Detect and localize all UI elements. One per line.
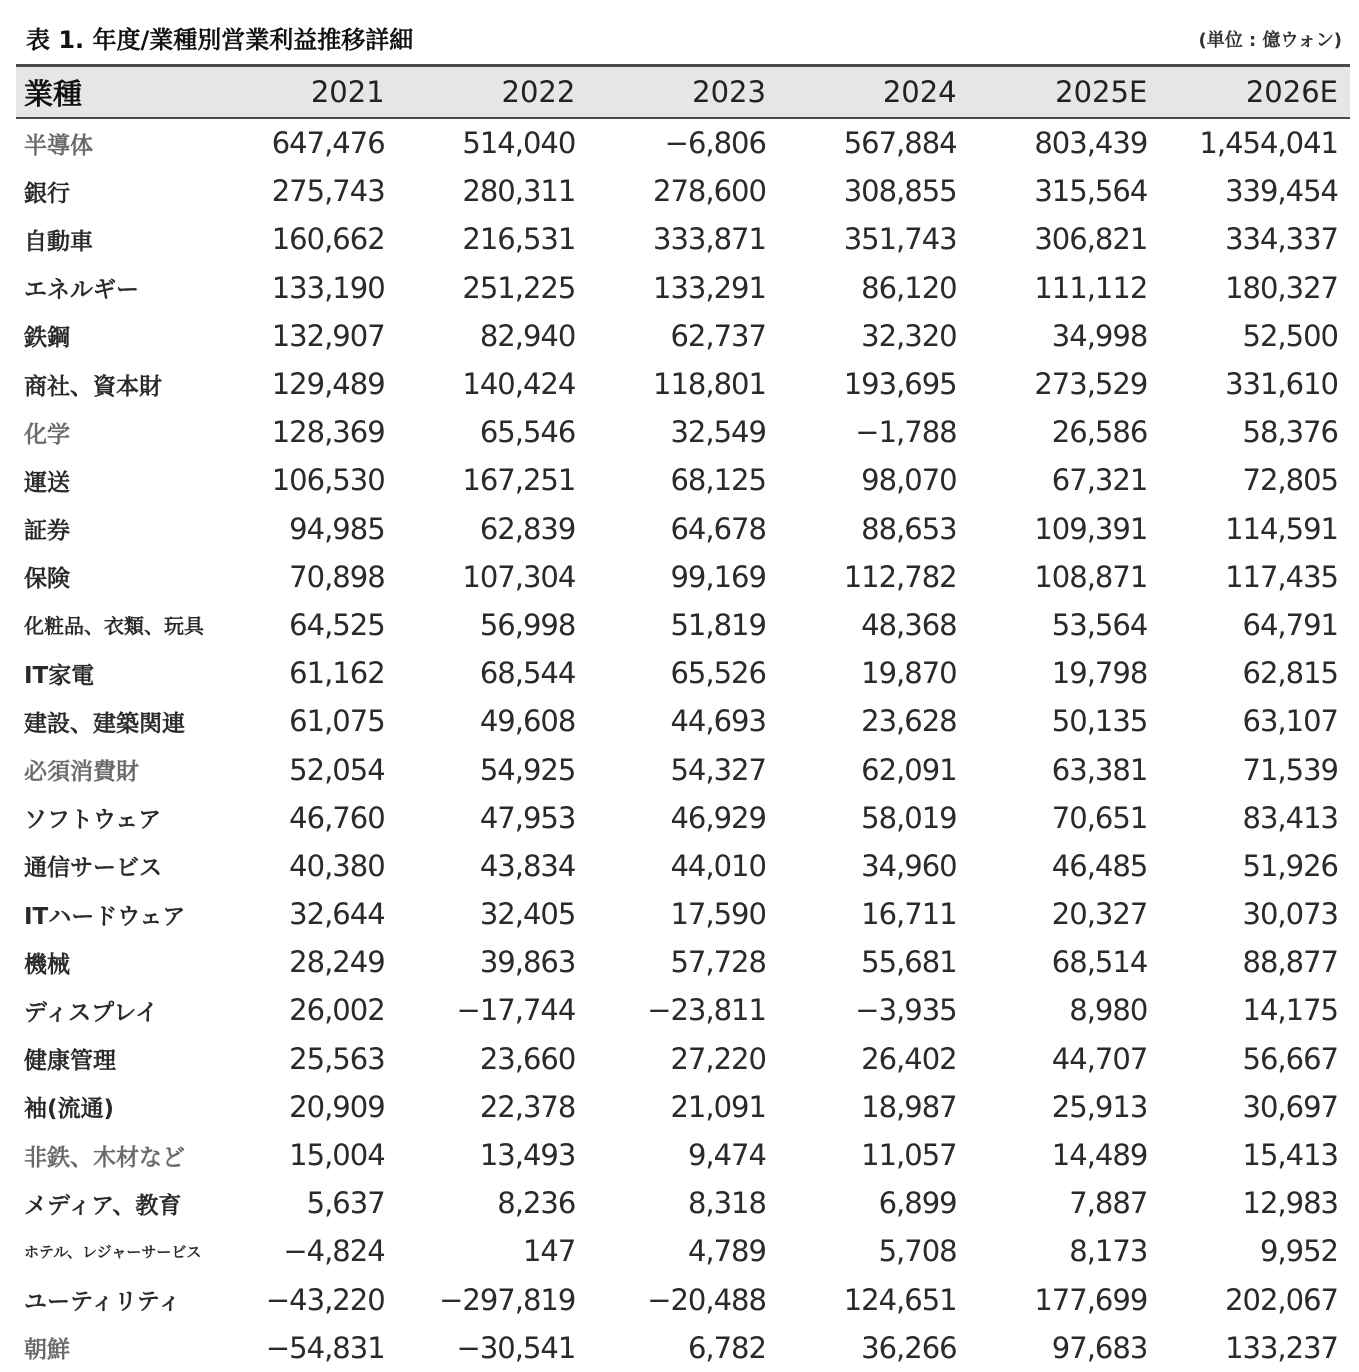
industry-cell: 鉄鋼 (24, 325, 70, 352)
industry-cell: 袖(流通) (24, 1096, 115, 1123)
value-2021: 647,476 (271, 126, 385, 161)
industry-cell: 半導体 (24, 132, 93, 159)
value-2025e: 7,887 (1069, 1186, 1148, 1221)
value-2021: 70,898 (289, 559, 385, 594)
value-2022: 47,953 (479, 800, 576, 835)
value-2026e: 63,107 (1242, 704, 1338, 739)
header-industry: 業種 (16, 66, 206, 119)
table-row (16, 697, 1350, 745)
value-2026e: 331,610 (1225, 367, 1338, 402)
industry-cell: 朝鮮 (24, 1337, 70, 1364)
value-2021: 133,190 (271, 270, 385, 305)
value-2026e: 12,983 (1242, 1186, 1338, 1221)
value-2022: 49,608 (479, 704, 576, 739)
industry-cell: 銀行 (24, 180, 70, 207)
value-2024: 62,091 (861, 752, 957, 787)
industry-cell: 自動車 (24, 228, 93, 255)
table-caption (16, 14, 1350, 58)
value-2021: 20,909 (289, 1089, 385, 1124)
value-2026e: 83,413 (1242, 800, 1338, 835)
value-2026e: 52,500 (1242, 318, 1338, 353)
header-2021: 2021 (206, 66, 397, 119)
value-2022: 62,839 (479, 511, 576, 546)
value-2021: −54,831 (265, 1330, 385, 1365)
table-row (16, 264, 1350, 312)
value-2024: 112,782 (843, 559, 957, 594)
value-2026e: 56,667 (1242, 1041, 1338, 1076)
industry-cell: 化学 (24, 421, 70, 448)
value-2021: 40,380 (289, 848, 385, 883)
table-row (16, 649, 1350, 697)
value-2021: 128,369 (271, 415, 385, 450)
table-row (16, 1179, 1350, 1227)
table-body (16, 118, 1350, 1372)
value-2021: 52,054 (289, 752, 385, 787)
value-2021: 28,249 (289, 945, 385, 980)
value-2024: 124,651 (843, 1282, 957, 1317)
industry-cell: 必須消費財 (24, 759, 139, 786)
value-2025e: 63,381 (1051, 752, 1148, 787)
value-2022: 39,863 (479, 945, 576, 980)
value-2021: 5,637 (306, 1186, 385, 1221)
value-2026e: 339,454 (1225, 174, 1338, 209)
value-2021: 160,662 (271, 222, 385, 257)
value-2026e: 88,877 (1242, 945, 1338, 980)
value-2024: −3,935 (855, 993, 957, 1028)
table-row (16, 794, 1350, 842)
value-2024: −1,788 (855, 415, 957, 450)
value-2022: 56,998 (479, 607, 576, 642)
table-row (16, 1035, 1350, 1083)
industry-cell: IT家電 (24, 662, 95, 689)
table-row (16, 986, 1350, 1034)
table-row (16, 456, 1350, 504)
value-2024: 26,402 (861, 1041, 957, 1076)
value-2026e: 62,815 (1242, 656, 1338, 691)
value-2026e: 51,926 (1242, 848, 1338, 883)
value-2024: 308,855 (843, 174, 957, 209)
value-2024: 5,708 (878, 1234, 957, 1269)
header-2026e: 2026E (1159, 66, 1350, 119)
value-2021: −43,220 (265, 1282, 385, 1317)
table-row (16, 505, 1350, 553)
table-row (16, 890, 1350, 938)
table-header (16, 66, 1350, 119)
value-2025e: 177,699 (1034, 1282, 1148, 1317)
industry-cell: 保険 (24, 566, 70, 593)
value-2026e: 30,073 (1242, 897, 1338, 932)
value-2024: 58,019 (861, 800, 957, 835)
value-2025e: 67,321 (1051, 463, 1148, 498)
industry-cell: 非鉄、木材など (24, 1144, 185, 1171)
table-row (16, 601, 1350, 649)
industry-cell: 建設、建築関連 (24, 710, 185, 737)
value-2025e: 70,651 (1051, 800, 1148, 835)
table-title: 表 1. 年度/業種別営業利益推移詳細 (26, 26, 414, 54)
table-row (16, 215, 1350, 263)
value-2023: −23,811 (647, 993, 766, 1028)
value-2026e: 9,952 (1259, 1234, 1338, 1269)
value-2024: 55,681 (861, 945, 957, 980)
value-2024: 88,653 (861, 511, 957, 546)
table-row (16, 312, 1350, 360)
value-2022: 23,660 (479, 1041, 576, 1076)
table-row (16, 553, 1350, 601)
value-2022: 65,546 (479, 415, 576, 450)
value-2025e: 34,998 (1051, 318, 1148, 353)
value-2021: 26,002 (289, 993, 385, 1028)
value-2025e: 306,821 (1034, 222, 1148, 257)
value-2024: 567,884 (843, 126, 957, 161)
value-2024: 32,320 (861, 318, 957, 353)
value-2026e: 334,337 (1225, 222, 1338, 257)
value-2022: 22,378 (479, 1089, 576, 1124)
value-2024: 6,899 (878, 1186, 957, 1221)
value-2021: −4,824 (283, 1234, 385, 1269)
industry-cell: 化粧品、衣類、玩具 (24, 614, 204, 639)
value-2022: 13,493 (479, 1138, 576, 1173)
value-2026e: 133,237 (1225, 1330, 1338, 1365)
value-2023: 64,678 (670, 511, 766, 546)
value-2021: 64,525 (289, 607, 385, 642)
value-2026e: 180,327 (1225, 270, 1338, 305)
value-2022: 54,925 (479, 752, 576, 787)
value-2024: 19,870 (861, 656, 957, 691)
value-2022: 68,544 (479, 656, 576, 691)
value-2022: −30,541 (456, 1330, 576, 1365)
value-2024: 34,960 (861, 848, 957, 883)
header-2022: 2022 (397, 66, 588, 119)
value-2021: 46,760 (289, 800, 385, 835)
value-2023: −6,806 (664, 126, 766, 161)
value-2023: 46,929 (670, 800, 766, 835)
industry-cell: 機械 (24, 951, 70, 978)
value-2026e: 114,591 (1225, 511, 1338, 546)
value-2023: 333,871 (653, 222, 766, 257)
industry-cell: ディスプレイ (24, 999, 159, 1026)
header-2025e: 2025E (969, 66, 1160, 119)
value-2023: 133,291 (653, 270, 766, 305)
header-row (16, 66, 1350, 119)
value-2026e: 71,539 (1242, 752, 1338, 787)
value-2025e: 8,173 (1069, 1234, 1148, 1269)
table-row (16, 408, 1350, 456)
value-2025e: 111,112 (1034, 270, 1148, 305)
value-2026e: 202,067 (1225, 1282, 1338, 1317)
value-2021: 15,004 (289, 1138, 385, 1173)
table-row (16, 360, 1350, 408)
value-2022: 140,424 (462, 367, 576, 402)
header-2023: 2023 (587, 66, 778, 119)
table-row (16, 118, 1350, 167)
value-2024: 36,266 (861, 1330, 957, 1365)
industry-cell: 運送 (24, 469, 70, 496)
value-2025e: 8,980 (1069, 993, 1148, 1028)
value-2024: 16,711 (861, 897, 957, 932)
table-row (16, 1131, 1350, 1179)
value-2026e: 1,454,041 (1199, 126, 1338, 161)
value-2023: 4,789 (687, 1234, 766, 1269)
table-row (16, 842, 1350, 890)
value-2023: 65,526 (670, 656, 766, 691)
value-2021: 61,162 (289, 656, 385, 691)
industry-cell: ソフトウェア (24, 807, 162, 834)
industry-cell: 商社、資本財 (24, 373, 162, 400)
value-2023: 118,801 (653, 367, 766, 402)
value-2022: 167,251 (462, 463, 576, 498)
value-2021: 61,075 (289, 704, 385, 739)
value-2021: 106,530 (271, 463, 385, 498)
value-2025e: 25,913 (1051, 1089, 1148, 1124)
value-2026e: 58,376 (1242, 415, 1338, 450)
value-2022: 251,225 (462, 270, 576, 305)
value-2021: 32,644 (289, 897, 385, 932)
value-2023: 68,125 (670, 463, 766, 498)
value-2021: 132,907 (271, 318, 385, 353)
industry-cell: 健康管理 (24, 1048, 116, 1075)
table-row (16, 1276, 1350, 1324)
table-row (16, 745, 1350, 793)
value-2023: 62,737 (670, 318, 766, 353)
value-2023: −20,488 (647, 1282, 766, 1317)
value-2024: 23,628 (861, 704, 957, 739)
value-2022: −297,819 (439, 1282, 576, 1317)
value-2025e: 19,798 (1051, 656, 1148, 691)
value-2023: 44,010 (670, 848, 766, 883)
value-2023: 32,549 (670, 415, 766, 450)
table-row (16, 167, 1350, 215)
value-2024: 18,987 (861, 1089, 957, 1124)
table-row (16, 938, 1350, 986)
value-2026e: 64,791 (1242, 607, 1338, 642)
value-2022: 514,040 (462, 126, 576, 161)
value-2025e: 315,564 (1034, 174, 1148, 209)
table-row (16, 1324, 1350, 1372)
value-2023: 6,782 (687, 1330, 766, 1365)
industry-cell: 通信サービス (24, 855, 162, 882)
value-2025e: 97,683 (1051, 1330, 1148, 1365)
value-2025e: 26,586 (1051, 415, 1148, 450)
value-2023: 21,091 (670, 1089, 766, 1124)
value-2026e: 30,697 (1242, 1089, 1338, 1124)
value-2022: 107,304 (462, 559, 576, 594)
industry-cell: 証券 (24, 518, 70, 545)
industry-cell: ITハードウェア (24, 903, 186, 930)
industry-cell: ホテル、レジャーサービス (24, 1242, 202, 1261)
value-2025e: 109,391 (1034, 511, 1148, 546)
value-2026e: 14,175 (1242, 993, 1338, 1028)
value-2022: 43,834 (479, 848, 576, 883)
value-2025e: 803,439 (1034, 126, 1148, 161)
industry-cell: ユーティリティ (24, 1289, 181, 1316)
value-2023: 57,728 (670, 945, 766, 980)
value-2022: 82,940 (479, 318, 576, 353)
value-2022: 32,405 (479, 897, 576, 932)
value-2024: 86,120 (861, 270, 957, 305)
value-2022: 8,236 (497, 1186, 576, 1221)
value-2023: 99,169 (670, 559, 766, 594)
value-2025e: 20,327 (1051, 897, 1148, 932)
industry-cell: エネルギー (24, 277, 139, 304)
value-2025e: 50,135 (1051, 704, 1148, 739)
value-2023: 17,590 (670, 897, 766, 932)
value-2024: 48,368 (861, 607, 957, 642)
value-2022: 280,311 (462, 174, 576, 209)
value-2022: −17,744 (456, 993, 576, 1028)
value-2023: 8,318 (687, 1186, 766, 1221)
industry-cell: メディア、教育 (24, 1192, 182, 1219)
value-2024: 193,695 (843, 367, 957, 402)
value-2025e: 108,871 (1034, 559, 1148, 594)
table-row (16, 1083, 1350, 1131)
value-2022: 216,531 (462, 222, 576, 257)
table-row (16, 1227, 1350, 1275)
value-2023: 54,327 (670, 752, 766, 787)
header-2024: 2024 (778, 66, 969, 119)
value-2025e: 44,707 (1051, 1041, 1148, 1076)
value-2025e: 68,514 (1051, 945, 1148, 980)
value-2021: 275,743 (271, 174, 385, 209)
value-2025e: 46,485 (1051, 848, 1148, 883)
value-2021: 25,563 (289, 1041, 385, 1076)
value-2023: 278,600 (653, 174, 766, 209)
value-2025e: 273,529 (1034, 367, 1148, 402)
value-2023: 9,474 (687, 1138, 766, 1173)
value-2026e: 72,805 (1242, 463, 1338, 498)
value-2023: 44,693 (670, 704, 766, 739)
value-2022: 147 (522, 1234, 576, 1269)
value-2024: 351,743 (843, 222, 957, 257)
value-2023: 27,220 (670, 1041, 766, 1076)
operating-profit-table (16, 64, 1350, 1372)
value-2023: 51,819 (670, 607, 766, 642)
value-2024: 11,057 (861, 1138, 957, 1173)
value-2021: 129,489 (271, 367, 385, 402)
value-2021: 94,985 (289, 511, 385, 546)
value-2024: 98,070 (861, 463, 957, 498)
unit-note: (単位 : 億ウォン) (1198, 30, 1342, 51)
value-2026e: 15,413 (1242, 1138, 1338, 1173)
value-2025e: 53,564 (1051, 607, 1148, 642)
value-2025e: 14,489 (1051, 1138, 1148, 1173)
value-2026e: 117,435 (1225, 559, 1338, 594)
